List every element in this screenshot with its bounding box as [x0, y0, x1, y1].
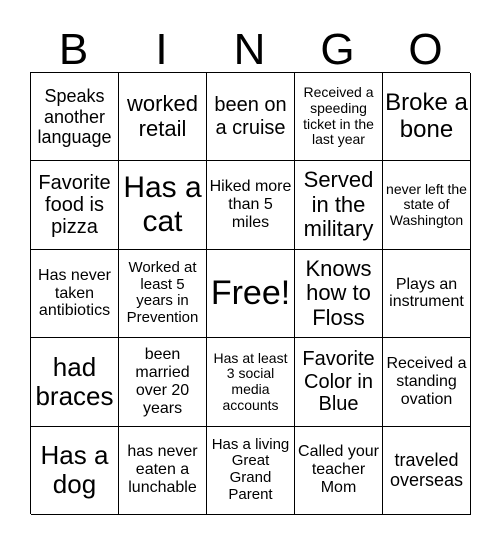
cell-text: Favorite food is pizza: [38, 171, 111, 239]
bingo-cell[interactable]: [207, 338, 295, 426]
bingo-cell[interactable]: [119, 250, 207, 338]
cell-text: never left the state of Washington: [386, 180, 467, 228]
bingo-cell[interactable]: [207, 427, 295, 515]
cell-text: Received a standing ovation: [386, 355, 467, 408]
cell-text: traveled overseas: [389, 450, 464, 491]
cell-text: been married over 20 years: [135, 346, 190, 417]
bingo-cell[interactable]: [383, 73, 471, 161]
cell-text: Knows how to Floss: [305, 255, 372, 330]
bingo-cell[interactable]: [383, 161, 471, 249]
cell-text: worked retail: [127, 91, 198, 141]
cell-text: has never eaten a lunchable: [127, 443, 198, 497]
cell-text: Plays an instrument: [389, 275, 464, 311]
cell-text: Has a dog: [40, 440, 109, 500]
bingo-cell[interactable]: [295, 427, 383, 515]
cell-text: Favorite Color in Blue: [302, 348, 375, 416]
cell-text: Has at least 3 social media accounts: [213, 349, 288, 413]
cell-text: Free!: [210, 274, 291, 313]
bingo-cell[interactable]: [383, 250, 471, 338]
header-letter-g: G: [320, 25, 356, 74]
bingo-cell[interactable]: [295, 250, 383, 338]
bingo-cell[interactable]: [383, 338, 471, 426]
cell-text: Hiked more than 5 miles: [209, 178, 292, 232]
cell-text: Received a speeding ticket in the last year: [303, 84, 374, 148]
cell-text: Broke a bone: [385, 88, 468, 143]
header-letter-o: O: [408, 25, 444, 74]
cell-text: had braces: [35, 351, 114, 411]
cell-text: Has never taken antibiotics: [38, 266, 111, 320]
bingo-cell[interactable]: [295, 161, 383, 249]
cell-text: Has a living Great Grand Parent: [211, 435, 290, 504]
bingo-cell[interactable]: [119, 161, 207, 249]
header-letter-b: B: [58, 25, 90, 74]
bingo-cell[interactable]: [119, 427, 207, 515]
header-letter-i: I: [155, 25, 169, 74]
bingo-cell[interactable]: [31, 161, 119, 249]
cell-text: Served in the military: [303, 167, 374, 242]
cell-text: Called your teacher Mom: [298, 443, 379, 497]
cell-text: Worked at least 5 years in Prevention: [126, 258, 199, 327]
bingo-cell[interactable]: [295, 73, 383, 161]
bingo-cell[interactable]: [119, 73, 207, 161]
header-letter-n: N: [233, 25, 267, 74]
bingo-cell[interactable]: [31, 73, 119, 161]
bingo-cell[interactable]: [31, 250, 119, 338]
bingo-cell[interactable]: [119, 338, 207, 426]
cell-text: been on a cruise: [214, 94, 287, 139]
cell-text: Has a cat: [123, 171, 202, 239]
bingo-cell[interactable]: [207, 161, 295, 249]
free-space[interactable]: [207, 250, 295, 338]
bingo-cell[interactable]: [383, 427, 471, 515]
bingo-cell[interactable]: [31, 427, 119, 515]
bingo-grid: [30, 72, 470, 514]
bingo-cell[interactable]: [207, 73, 295, 161]
bingo-cell[interactable]: [295, 338, 383, 426]
bingo-cell[interactable]: [31, 338, 119, 426]
cell-text: Speaks another language: [37, 86, 112, 147]
bingo-header: [30, 25, 470, 74]
